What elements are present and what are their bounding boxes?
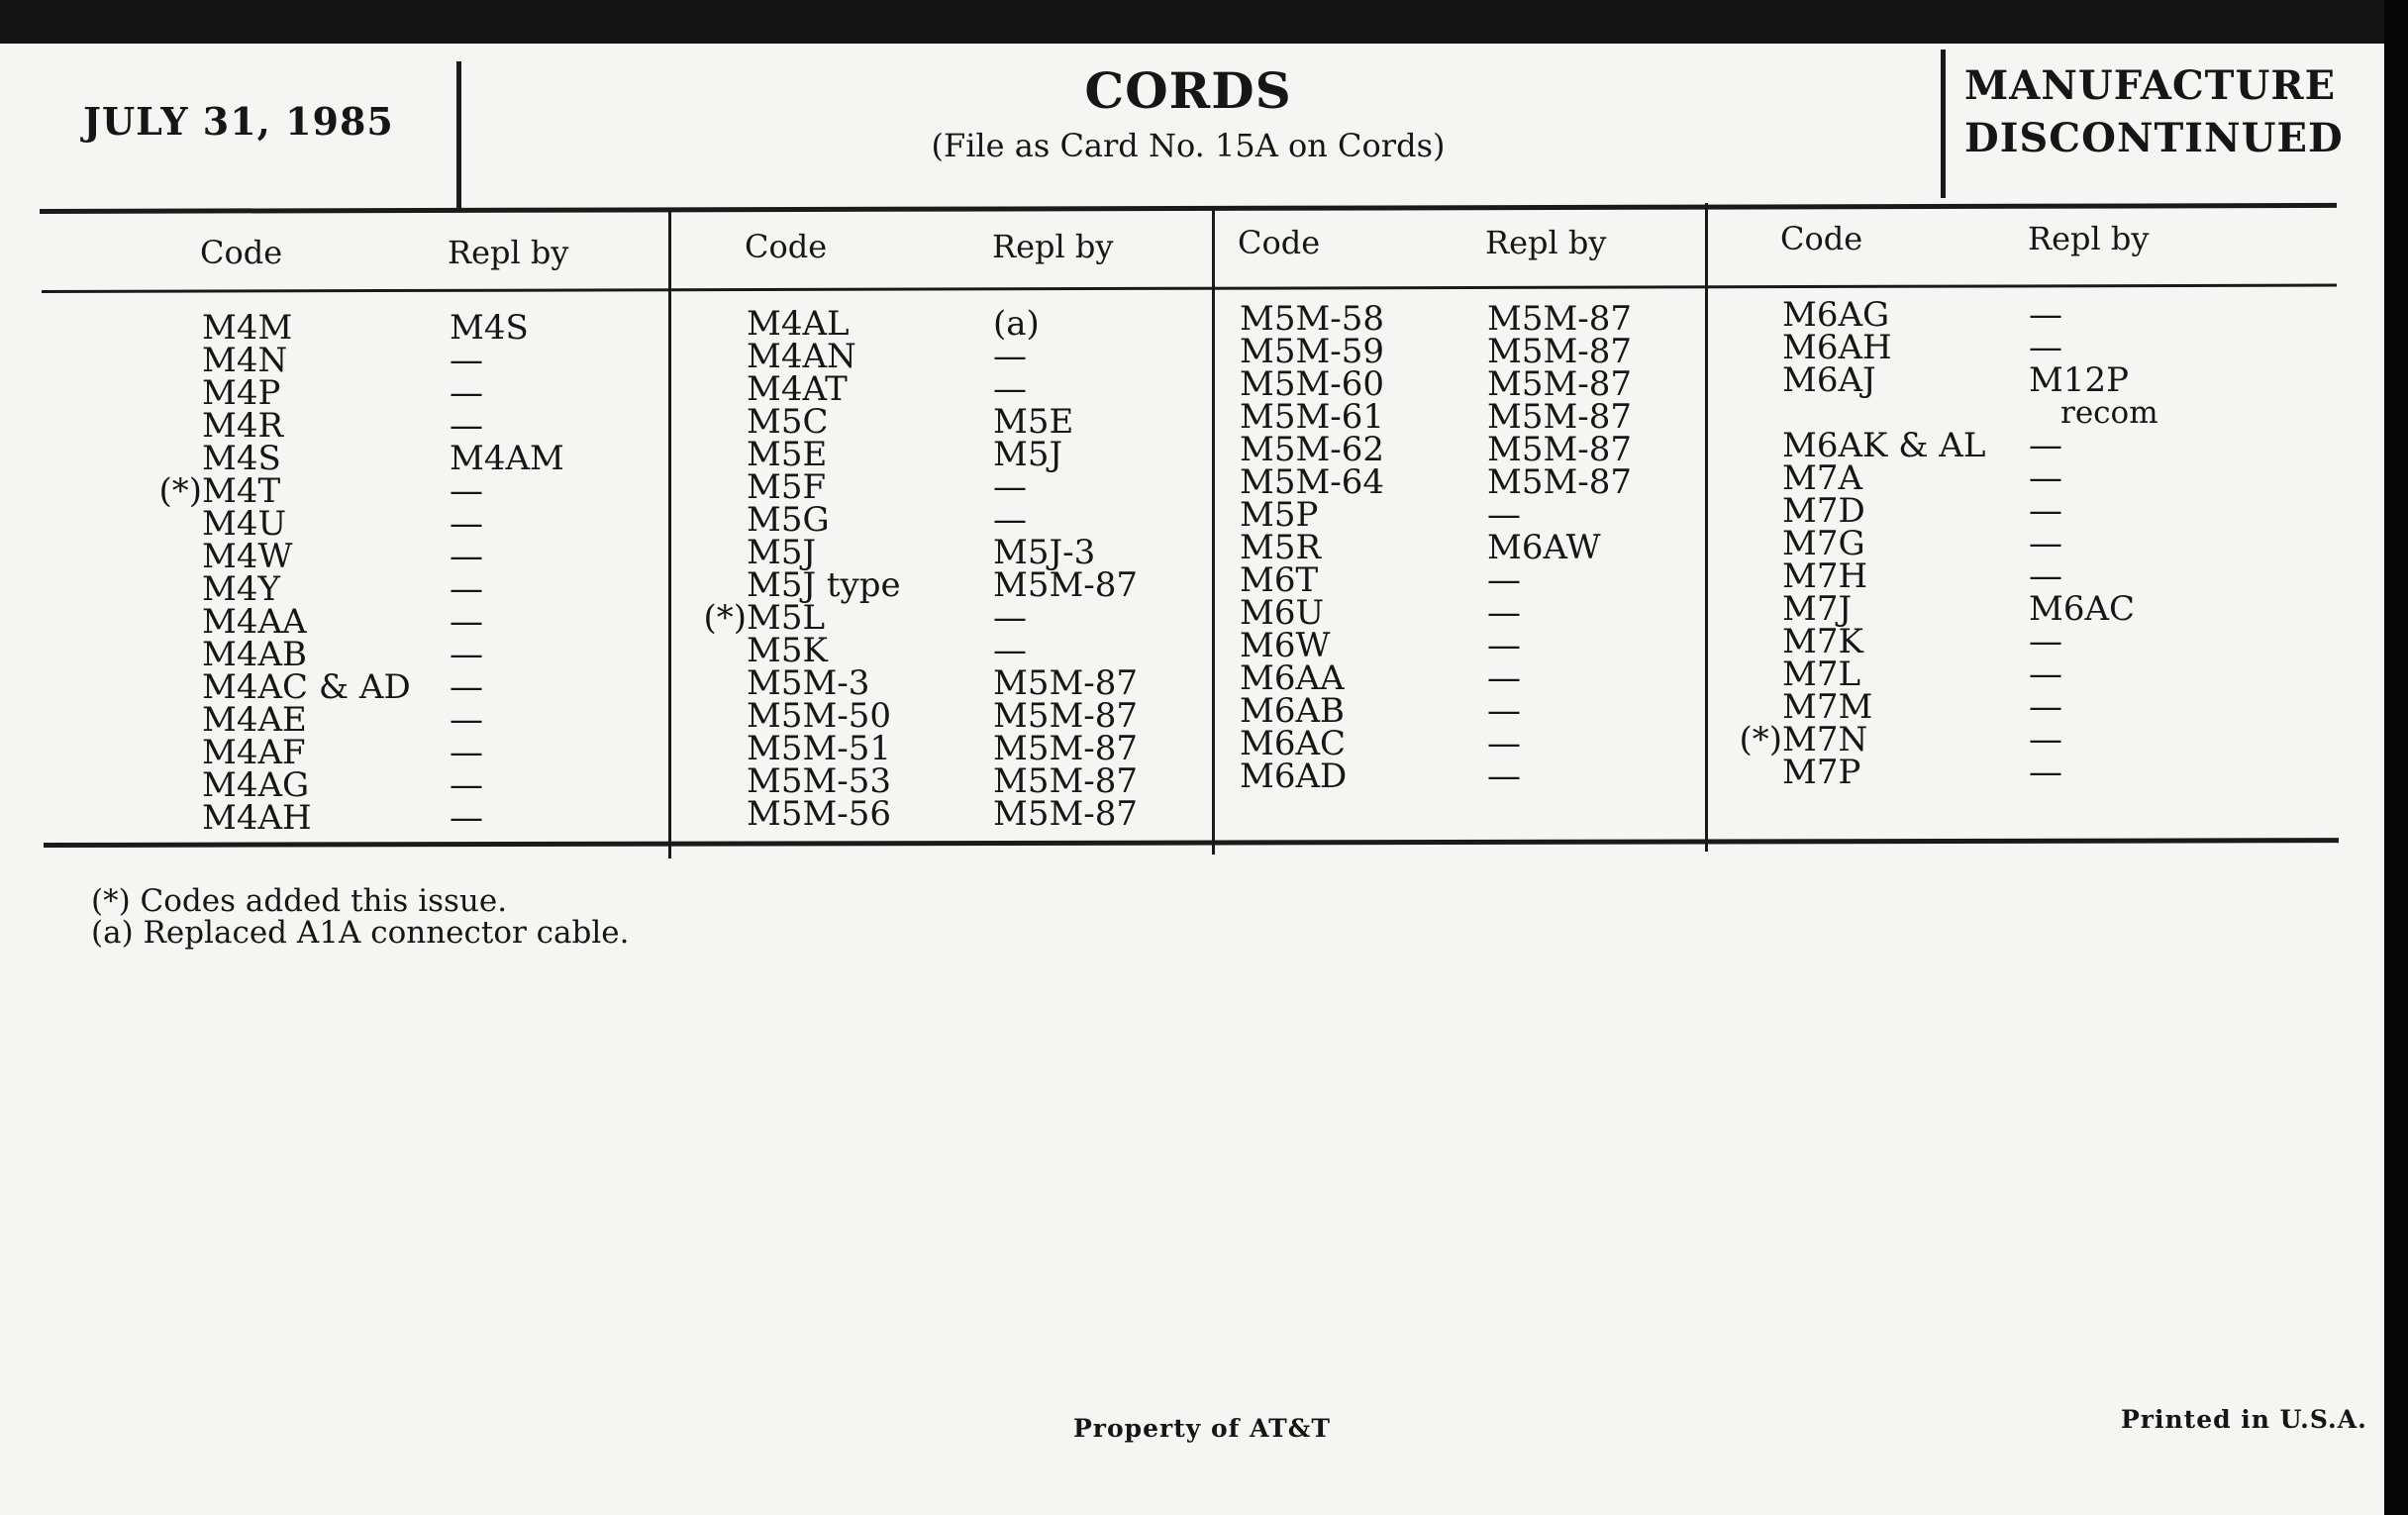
new-code-marker: (*): [158, 471, 202, 511]
replacement-cell: (a): [993, 304, 1040, 344]
replacement-cell: M4S: [450, 308, 529, 348]
replacement-cell: —: [1487, 658, 1521, 698]
code-text: M5M-60: [1240, 364, 1385, 404]
replacement-cell: M5J: [993, 435, 1063, 474]
code-text: M4W: [202, 537, 293, 576]
code-cell: [747, 794, 892, 834]
code-text: M7P: [1782, 753, 1861, 792]
replacement-cell: —: [450, 569, 483, 609]
code-text: M6AA: [1240, 658, 1345, 698]
code-text: M5M-51: [747, 729, 892, 768]
code-cell: [1782, 360, 1876, 400]
replacement-cell: —: [1487, 626, 1521, 665]
status-line-2: DISCONTINUED: [1964, 115, 2344, 161]
status-line-1: MANUFACTURE: [1964, 62, 2337, 109]
code-text: M6AG: [1782, 295, 1890, 335]
code-text: M4AH: [202, 798, 312, 838]
code-text: M7J: [1782, 589, 1853, 629]
footer-property: Property of AT&T: [1073, 1414, 1331, 1443]
replacement-cell: M4AM: [450, 439, 564, 478]
code-text: M7K: [1782, 622, 1863, 661]
code-text: M6AC: [1240, 724, 1347, 763]
code-text: M6AJ: [1782, 360, 1876, 400]
code-text: M6AK & AL: [1782, 426, 1986, 465]
column-header-repl: Repl by: [448, 234, 569, 271]
code-text: M4R: [202, 406, 284, 446]
replacement-cell: —: [450, 341, 483, 380]
code-text: M5M-3: [747, 663, 870, 703]
replacement-cell: —: [2029, 458, 2062, 498]
replacement-cell: M6AW: [1487, 528, 1601, 567]
status-label: [1964, 59, 2344, 164]
code-text: M4AF: [202, 733, 306, 772]
code-text: M5G: [747, 500, 830, 540]
scan-edge: [2384, 0, 2408, 1515]
replacement-cell: —: [450, 635, 483, 674]
replacement-cell: M5M-87: [993, 565, 1139, 605]
replacement-cell: —: [2029, 295, 2062, 335]
replacement-cell: —: [450, 733, 483, 772]
replacement-cell: M6AC: [2029, 589, 2136, 629]
replacement-cell: —: [2029, 491, 2062, 531]
code-text: M5M-58: [1240, 299, 1385, 339]
header-divider-left: [456, 61, 461, 210]
replacement-cell: M5E: [993, 402, 1074, 442]
replacement-cell: —: [2029, 753, 2062, 792]
code-text: M5K: [747, 631, 828, 670]
column-divider-2: [1212, 206, 1215, 855]
replacement-cell: —: [450, 602, 483, 642]
code-text: M7G: [1782, 524, 1865, 563]
code-text: M5P: [1240, 495, 1319, 535]
code-text: M5M-56: [747, 794, 892, 834]
code-text: M6AB: [1240, 691, 1345, 731]
column-header-repl: Repl by: [992, 228, 1114, 265]
column-header-repl: Repl by: [2028, 220, 2150, 257]
issue-date: JULY 31, 1985: [83, 99, 394, 144]
replacement-cell: —: [450, 667, 483, 707]
code-text: M6W: [1240, 626, 1331, 665]
code-text: M5M-61: [1240, 397, 1385, 437]
code-text: M4N: [202, 341, 288, 380]
code-text: M4AG: [202, 765, 310, 805]
column-header-code: Code: [1780, 220, 1863, 257]
replacement-cell: M5M-87: [1487, 364, 1633, 404]
replacement-cell: —: [450, 537, 483, 576]
replacement-cell: —: [2029, 426, 2062, 465]
replacement-cell: —: [450, 373, 483, 413]
footer-printed: Printed in U.S.A.: [2121, 1405, 2367, 1434]
replacement-cell: M5M-87: [993, 729, 1139, 768]
code-text: M4AL: [747, 304, 850, 344]
replacement-cell: —: [1487, 495, 1521, 535]
replacement-cell: —: [450, 765, 483, 805]
code-text: M5C: [747, 402, 829, 442]
replacement-cell: M5M-87: [993, 794, 1139, 834]
code-text: M7M: [1782, 687, 1873, 727]
replacement-cell: —: [993, 631, 1027, 670]
code-text: M5J: [747, 533, 817, 572]
code-text: M7L: [1782, 655, 1861, 694]
replacement-cell: —: [2029, 328, 2062, 367]
code-text: M7N: [1782, 720, 1868, 759]
code-text: M4Y: [202, 569, 280, 609]
new-code-marker: (*): [1739, 720, 1782, 759]
code-text: M5F: [747, 467, 827, 507]
replacement-cell: M5M-87: [1487, 397, 1633, 437]
code-text: M4AN: [747, 337, 856, 376]
replacement-cell: —: [2029, 622, 2062, 661]
code-text: M4U: [202, 504, 287, 544]
replacement-cell: M5M-87: [1487, 332, 1633, 371]
replacement-cell: —: [2029, 687, 2062, 727]
code-text: M5M-53: [747, 761, 892, 801]
index-card: [0, 44, 2384, 1515]
header-divider-right: [1941, 50, 1946, 198]
replacement-cell: —: [450, 798, 483, 838]
replacement-cell: —: [1487, 593, 1521, 633]
code-text: M5M-64: [1240, 462, 1385, 502]
column-header-code: Code: [1238, 224, 1321, 261]
code-text: M5M-62: [1240, 430, 1385, 469]
replacement-cell: —: [1487, 560, 1521, 600]
replacement-cell: M5M-87: [1487, 462, 1633, 502]
code-text: M4P: [202, 373, 281, 413]
code-text: M4AC & AD: [202, 667, 411, 707]
code-cell: [1240, 757, 1348, 796]
code-text: M5M-50: [747, 696, 892, 736]
code-text: M5M-59: [1240, 332, 1385, 371]
replacement-cell: M5J-3: [993, 533, 1096, 572]
code-text: M4AE: [202, 700, 307, 740]
replacement-cell: —: [450, 700, 483, 740]
replacement-cell: M5M-87: [993, 696, 1139, 736]
column-divider-3: [1705, 203, 1708, 852]
code-text: M5L: [747, 598, 826, 638]
code-text: M5R: [1240, 528, 1322, 567]
code-text: M5J type: [747, 565, 901, 605]
code-cell: [202, 798, 312, 838]
code-text: M4T: [202, 471, 281, 511]
note-added-codes: (*) Codes added this issue.: [91, 883, 508, 919]
code-text: M7H: [1782, 556, 1868, 596]
column-divider-1: [668, 210, 671, 858]
page-subtitle: (File as Card No. 15A on Cords): [931, 127, 1446, 164]
code-text: M6U: [1240, 593, 1325, 633]
column-header-code: Code: [745, 228, 828, 265]
replacement-cell: —: [993, 369, 1027, 409]
replacement-cell: —: [1487, 724, 1521, 763]
replacement-cell: M5M-87: [993, 761, 1139, 801]
code-text: M4S: [202, 439, 281, 478]
replacement-cell: —: [993, 337, 1027, 376]
replacement-cell: —: [2029, 524, 2062, 563]
new-code-marker: (*): [703, 598, 747, 638]
code-cell: [1782, 753, 1861, 792]
code-text: M4AB: [202, 635, 307, 674]
replacement-cell: —: [993, 467, 1027, 507]
replacement-cell: —: [450, 406, 483, 446]
replacement-cell: M5M-87: [1487, 430, 1633, 469]
code-text: M7D: [1782, 491, 1865, 531]
replacement-cell: M5M-87: [1487, 299, 1633, 339]
code-text: M4AT: [747, 369, 848, 409]
replacement-cell: —: [2029, 720, 2062, 759]
code-text: M6AD: [1240, 757, 1348, 796]
replacement-cell: —: [1487, 757, 1521, 796]
column-header-code: Code: [200, 234, 283, 271]
replacement-cell: —: [2029, 655, 2062, 694]
replacement-cell: —: [450, 471, 483, 511]
code-text: M4M: [202, 308, 293, 348]
code-text: M6T: [1240, 560, 1319, 600]
replacement-cell: —: [993, 598, 1027, 638]
replacement-cell: —: [993, 500, 1027, 540]
replacement-cell: —: [1487, 691, 1521, 731]
replacement-cell: recom: [2060, 395, 2158, 431]
note-replaced-cable: (a) Replaced A1A connector cable.: [91, 915, 630, 951]
replacement-cell: M12P: [2029, 360, 2129, 400]
code-text: M6AH: [1782, 328, 1892, 367]
replacement-cell: —: [2029, 556, 2062, 596]
column-header-repl: Repl by: [1485, 224, 1607, 261]
replacement-cell: M5M-87: [993, 663, 1139, 703]
page-title: CORDS: [1084, 61, 1292, 120]
code-text: M4AA: [202, 602, 307, 642]
code-text: M5E: [747, 435, 828, 474]
code-text: M7A: [1782, 458, 1862, 498]
replacement-cell: —: [450, 504, 483, 544]
